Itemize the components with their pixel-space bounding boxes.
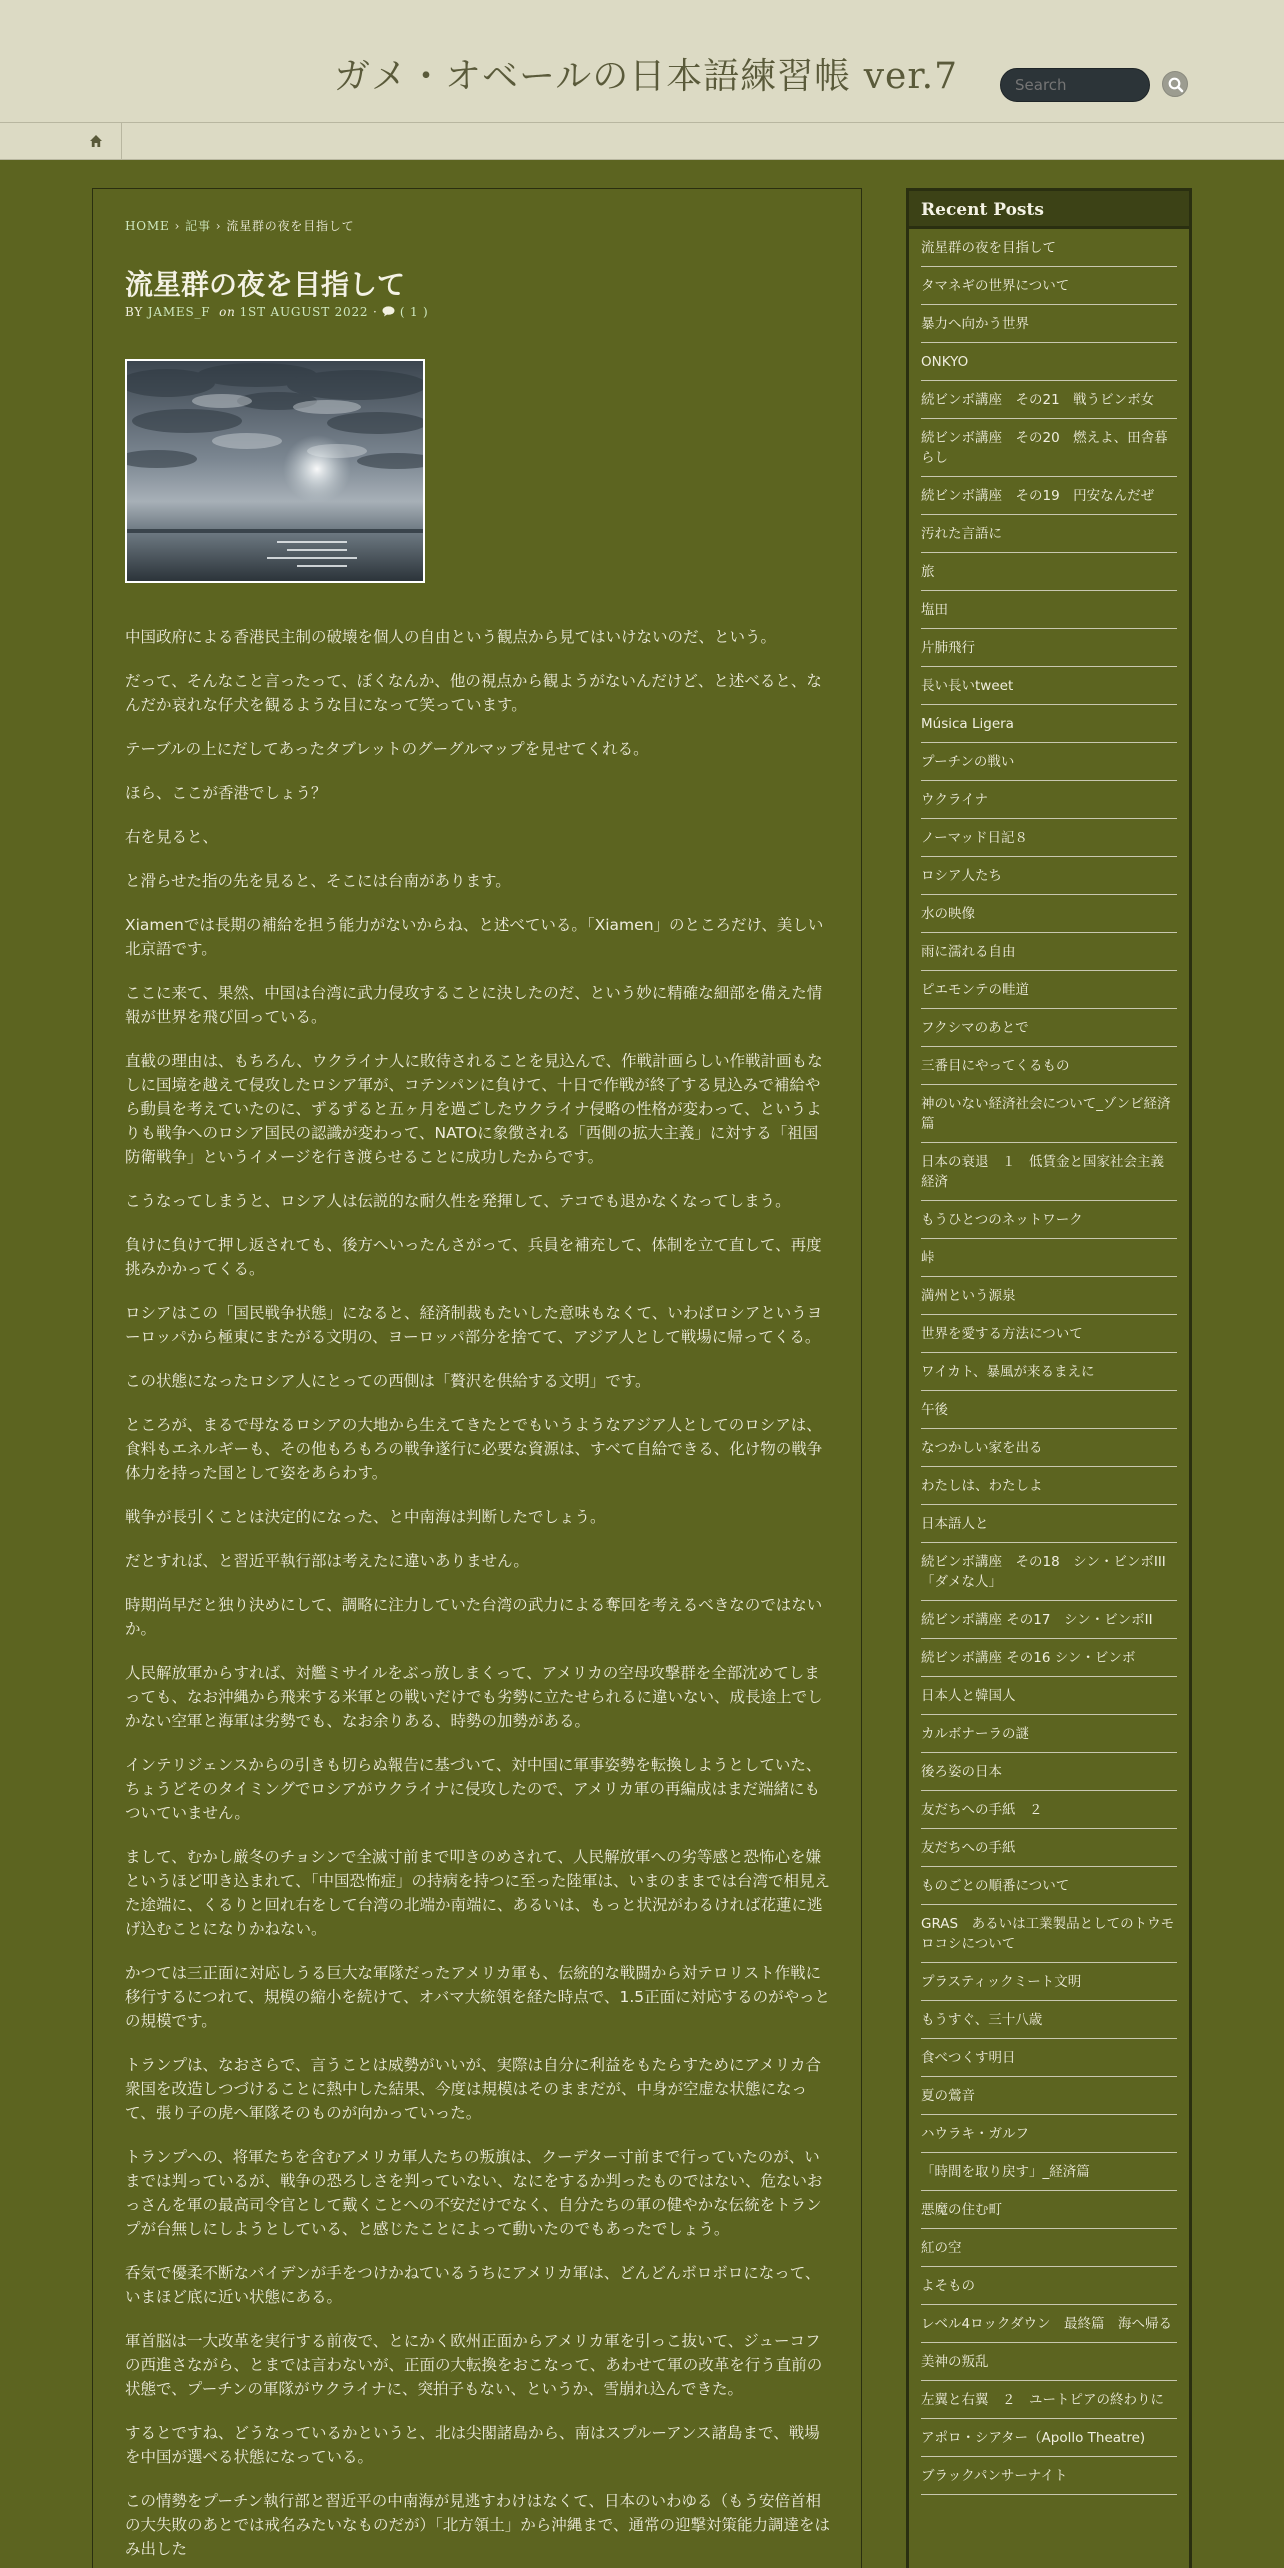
sidebar-recent-posts	[906, 188, 1192, 2568]
post-paragraph: この情勢をプーチン執行部と習近平の中南海が見逃すわけはなくて、日本のいわゆる（もう安倍首相の大失敗のあとでは戒名みたいなものだが）「北方領土」から沖縄まで、通常の迎撃対策能力調達をはみ出した	[125, 2492, 830, 2558]
recent-post-link[interactable]: 悪魔の住む町	[921, 2191, 1177, 2229]
post-paragraph: 直截の理由は、もちろん、ウクライナ人に敗待されることを見込んで、作戦計画らしい作戦計画もなしに国境を越えて侵攻したロシア軍が、コテンパンに負けて、十日で作戦が終了する見込みで補給やら動員を考えていたのに、ずるずると五ヶ月を過ごしたウクライナ侵略の性格が変わって、というよりも戦争へのロシア国民の認識が変わって、NATOに象徴される「西側の拡大主義」に対する「祖国防衛戦争」というイメージを行き渡らせることに成功したからです。	[125, 1052, 823, 1166]
search-icon	[1167, 76, 1185, 94]
recent-post-link[interactable]: 食べつくす明日	[921, 2039, 1177, 2077]
post-paragraph: Xiamenでは長期の補給を担う能力がないからね、と述べている。「Xiamen」のところだけ、美しい北京語です。	[125, 916, 824, 958]
post-paragraph: まして、むかし厳冬のチョシンで全滅寸前まで叩きのめされて、人民解放軍への劣等感と恐怖心を嫌というほど叩き込まれて、「中国恐怖症」の持病を持つに至った陸軍は、いまのままでは台湾で相見えた途端に、くるりと回れ右をして台湾の北端か南端に、あるいは、もっと状況がわるければ花蓮に逃げ込むことになりかねない。	[125, 1848, 830, 1938]
recent-post-link[interactable]: 旅	[921, 553, 1177, 591]
recent-post-link[interactable]: 続ビンボ講座 その21 戦うビンボ女	[921, 381, 1177, 419]
recent-post-link[interactable]: 三番目にやってくるもの	[921, 1047, 1177, 1085]
comments-link[interactable]: ( 1 )	[399, 305, 429, 319]
comment-icon	[382, 306, 395, 317]
breadcrumb-separator: ›	[215, 219, 222, 233]
meta-by-label: BY	[125, 305, 144, 319]
post-paragraph: トランプは、なおさらで、言うことは威勢がいいが、実際は自分に利益をもたらすためにアメリカ合衆国を改造しつづけることに熱中した結果、今度は規模はそのままだが、中身が空虚な状態になって、張り子の虎へ軍隊そのものが向かっていった。	[125, 2056, 821, 2122]
recent-post-link[interactable]: Música Ligera	[921, 705, 1177, 743]
recent-post-link[interactable]: ものごとの順番について	[921, 1867, 1177, 1905]
article	[92, 188, 862, 2568]
recent-post-link[interactable]: 友だちへの手紙 ２	[921, 1791, 1177, 1829]
post-paragraph: こうなってしまうと、ロシア人は伝説的な耐久性を発揮して、テコでも退かなくなってしまう。	[125, 1192, 791, 1210]
recent-post-link[interactable]: 紅の空	[921, 2229, 1177, 2267]
recent-post-link[interactable]: なつかしい家を出る	[921, 1429, 1177, 1467]
breadcrumb-home-link[interactable]: HOME	[125, 219, 170, 233]
post-paragraph: だとすれば、と習近平執行部は考えたに違いありません。	[125, 1552, 529, 1570]
recent-post-link[interactable]: 暴力へ向かう世界	[921, 305, 1177, 343]
post-paragraph: ところが、まるで母なるロシアの大地から生えてきたとでもいうようなアジア人としてのロシアは、食料もエネルギーも、その他もろもろの戦争遂行に必要な資源は、すべて自給できる、化け物の戦争体力を持った国として姿をあらわす。	[125, 1416, 823, 1482]
recent-post-link[interactable]: プーチンの戦い	[921, 743, 1177, 781]
recent-post-link[interactable]: ノーマッド日記８	[921, 819, 1177, 857]
search-input[interactable]	[1000, 68, 1150, 102]
recent-post-link[interactable]: ワイカト、暴風が来るまえに	[921, 1353, 1177, 1391]
cloudy-sky-sea-image	[127, 361, 423, 581]
breadcrumb-separator: ›	[174, 219, 181, 233]
post-paragraph: するとですね、どうなっているかというと、北は尖閣諸島から、南はスプルーアンス諸島まで、戦場を中国が選べる状態になっている。	[125, 2424, 820, 2466]
post-paragraph: かつては三正面に対応しうる巨大な軍隊だったアメリカ軍も、伝統的な戦闘から対テロリスト作戦に移行するにつれて、規模の縮小を続けて、オバマ大統領を経た時点で、1.5正面に対応するのがやっとの規模です。	[125, 1964, 831, 2030]
post-paragraph: 中国政府による香港民主制の破壊を個人の自由という観点から見てはいけないのだ、という。	[125, 628, 777, 646]
breadcrumb	[125, 217, 354, 234]
meta-separator: ·	[372, 305, 378, 319]
author-link[interactable]: JAMES_F	[147, 305, 211, 319]
post-paragraph: 負けに負けて押し返されても、後方へいったんさがって、兵員を補充して、体制を立て直して、再度挑みかかってくる。	[125, 1236, 822, 1278]
recent-post-link[interactable]: プラスティックミート文明	[921, 1963, 1177, 2001]
recent-post-link[interactable]: 続ビンボ講座 その19 円安なんだぜ	[921, 477, 1177, 515]
recent-post-link[interactable]: 汚れた言語に	[921, 515, 1177, 553]
recent-post-link[interactable]: 続ビンボ講座 その17 シン・ビンボII	[921, 1601, 1177, 1639]
post-paragraph: インテリジェンスからの引きも切らぬ報告に基づいて、対中国に軍事姿勢を転換しようとしていた、ちょうどそのタイミングでロシアがウクライナに侵攻したので、アメリカ軍の再編成はまだ端緒にもついていません。	[125, 1756, 822, 1822]
recent-post-link[interactable]: ピエモンテの畦道	[921, 971, 1177, 1009]
recent-post-link[interactable]: 続ビンボ講座 その20 燃えよ、田舎暮らし	[921, 419, 1177, 477]
recent-post-link[interactable]: カルボナーラの謎	[921, 1715, 1177, 1753]
recent-post-link[interactable]: ブラックパンサーナイト	[921, 2457, 1177, 2495]
recent-post-link[interactable]: ウクライナ	[921, 781, 1177, 819]
post-paragraph: ロシアはこの「国民戦争状態」になると、経済制裁もたいした意味もなくて、いわばロシアというヨーロッパから極東にまたがる文明の、ヨーロッパ部分を捨てて、アジア人として戦場に帰ってくる。	[125, 1304, 823, 1346]
recent-post-link[interactable]: GRAS あるいは工業製品としてのトウモロコシについて	[921, 1905, 1177, 1963]
breadcrumb-current: 流星群の夜を目指して	[226, 219, 355, 233]
recent-post-link[interactable]: フクシマのあとで	[921, 1009, 1177, 1047]
recent-post-link[interactable]: 夏の鶯音	[921, 2077, 1177, 2115]
recent-post-link[interactable]: 神のいない経済社会について_ゾンビ経済篇	[921, 1085, 1177, 1143]
post-paragraph: 軍首脳は一大改革を実行する前夜で、とにかく欧州正面からアメリカ軍を引っこ抜いて、ジューコフの西進さながら、とまでは言わないが、正面の大転換をおこなって、あわせて軍の改革を行う直前の状態で、プーチンの軍隊がウクライナに、突拍子もない、というか、雪崩れ込んできた。	[125, 2332, 823, 2398]
recent-post-link[interactable]: 左翼と右翼 ２ ユートピアの終わりに	[921, 2381, 1177, 2419]
recent-post-link[interactable]: アポロ・シアター（Apollo Theatre)	[921, 2419, 1177, 2457]
site-title[interactable]: ガメ・オベールの日本語練習帳 ver.7	[334, 56, 958, 97]
post-title: 流星群の夜を目指して	[125, 268, 406, 301]
recent-post-link[interactable]: レベル4ロックダウン 最終篇 海へ帰る	[921, 2305, 1177, 2343]
recent-post-link[interactable]: 満州という源泉	[921, 1277, 1177, 1315]
recent-post-link[interactable]: ONKYO	[921, 343, 1177, 381]
meta-on-label: on	[219, 305, 236, 319]
recent-post-link[interactable]: よそもの	[921, 2267, 1177, 2305]
post-image[interactable]	[125, 359, 425, 583]
post-paragraph: と滑らせた指の先を見ると、そこには台南があります。	[125, 872, 511, 890]
recent-post-link[interactable]: 日本の衰退 １ 低賃金と国家社会主義経済	[921, 1143, 1177, 1201]
post-paragraph: 時期尚早だと独り決めにして、調略に注力していた台湾の武力による奪回を考えるべきなのではないか。	[125, 1596, 823, 1638]
search-button[interactable]	[1162, 71, 1188, 97]
breadcrumb-category-link[interactable]: 記事	[185, 219, 211, 233]
recent-post-link[interactable]: 続ビンボ講座 その18 シン・ビンボIII「ダメな人」	[921, 1543, 1177, 1601]
recent-post-link[interactable]: 後ろ姿の日本	[921, 1753, 1177, 1791]
recent-post-link[interactable]: ハウラキ・ガルフ	[921, 2115, 1177, 2153]
post-paragraph: だって、そんなこと言ったって、ぼくなんか、他の視点から観ようがないんだけど、と述べると、なんだか哀れな仔犬を観るような目になって笑っています。	[125, 672, 822, 714]
recent-post-link[interactable]: 長い長いtweet	[921, 667, 1177, 705]
recent-post-link[interactable]: 片肺飛行	[921, 629, 1177, 667]
recent-post-link[interactable]: 「時間を取り戻す」_経済篇	[921, 2153, 1177, 2191]
post-paragraph: ここに来て、果然、中国は台湾に武力侵攻することに決したのだ、という妙に精確な細部を備えた情報が世界を飛び回っている。	[125, 984, 823, 1026]
recent-post-link[interactable]: タマネギの世界について	[921, 267, 1177, 305]
post-paragraph: テーブルの上にだしてあったタブレットのグーグルマップを見せてくれる。	[125, 740, 649, 758]
recent-post-link[interactable]: 塩田	[921, 591, 1177, 629]
date-link[interactable]: 1ST AUGUST 2022	[239, 305, 369, 319]
recent-post-link[interactable]: もうすぐ、三十八歳	[921, 2001, 1177, 2039]
home-icon	[88, 133, 104, 149]
navbar	[0, 122, 1284, 160]
recent-post-link[interactable]: 水の映像	[921, 895, 1177, 933]
recent-post-link[interactable]: 続ビンボ講座 その16 シン・ビンボ	[921, 1639, 1177, 1677]
recent-post-link[interactable]: 峠	[921, 1239, 1177, 1277]
recent-post-link[interactable]: もうひとつのネットワーク	[921, 1201, 1177, 1239]
post-meta	[125, 305, 429, 319]
sidebar-title: Recent Posts	[909, 191, 1189, 229]
recent-post-link[interactable]: ロシア人たち	[921, 857, 1177, 895]
recent-post-link[interactable]: 友だちへの手紙	[921, 1829, 1177, 1867]
recent-post-link[interactable]: 流星群の夜を目指して	[921, 229, 1177, 267]
post-paragraph: 人民解放軍からすれば、対艦ミサイルをぶっ放しまくって、アメリカの空母攻撃群を全部沈めてしまっても、なお沖縄から飛来する米軍との戦いだけでも劣勢に立たせられるに違いない、成長途上でしかない空軍と海軍は劣勢でも、なお余りある、時勢の加勢がある。	[125, 1664, 823, 1730]
home-nav-link[interactable]	[78, 123, 122, 159]
post-paragraph: 右を見ると、	[125, 828, 219, 846]
recent-post-link[interactable]: 雨に濡れる自由	[921, 933, 1177, 971]
post-paragraph: 呑気で優柔不断なバイデンが手をつけかねているうちにアメリカ軍は、どんどんボロボロになって、いまほど底に近い状態にある。	[125, 2264, 821, 2306]
post-body	[125, 625, 831, 2568]
post-paragraph: 戦争が長引くことは決定的になった、と中南海は判断したでしょう。	[125, 1508, 606, 1526]
recent-post-link[interactable]: 午後	[921, 1391, 1177, 1429]
recent-post-link[interactable]: 日本語人と	[921, 1505, 1177, 1543]
recent-post-link[interactable]: わたしは、わたしよ	[921, 1467, 1177, 1505]
recent-posts-list	[909, 229, 1189, 2495]
recent-post-link[interactable]: 世界を愛する方法について	[921, 1315, 1177, 1353]
post-paragraph: この状態になったロシア人にとっての西側は「贅沢を供給する文明」です。	[125, 1372, 651, 1390]
post-paragraph: トランプへの、将軍たちを含むアメリカ軍人たちの叛旗は、クーデター寸前まで行っていたのが、いまでは判っているが、戦争の恐ろしさを判っていない、なにをするか判ったものではない、危ないおっさんを軍の最高司令官として戴くことへの不安だけでなく、自分たちの軍の健やかな伝統をトランプが台無しにしようとしている、と感じたことによって動いたのでもあったでしょう。	[125, 2148, 823, 2238]
post-paragraph: ほら、ここが香港でしょう？	[125, 784, 327, 802]
recent-post-link[interactable]: 美神の叛乱	[921, 2343, 1177, 2381]
recent-post-link[interactable]: 日本人と韓国人	[921, 1677, 1177, 1715]
site-header	[0, 0, 1284, 122]
